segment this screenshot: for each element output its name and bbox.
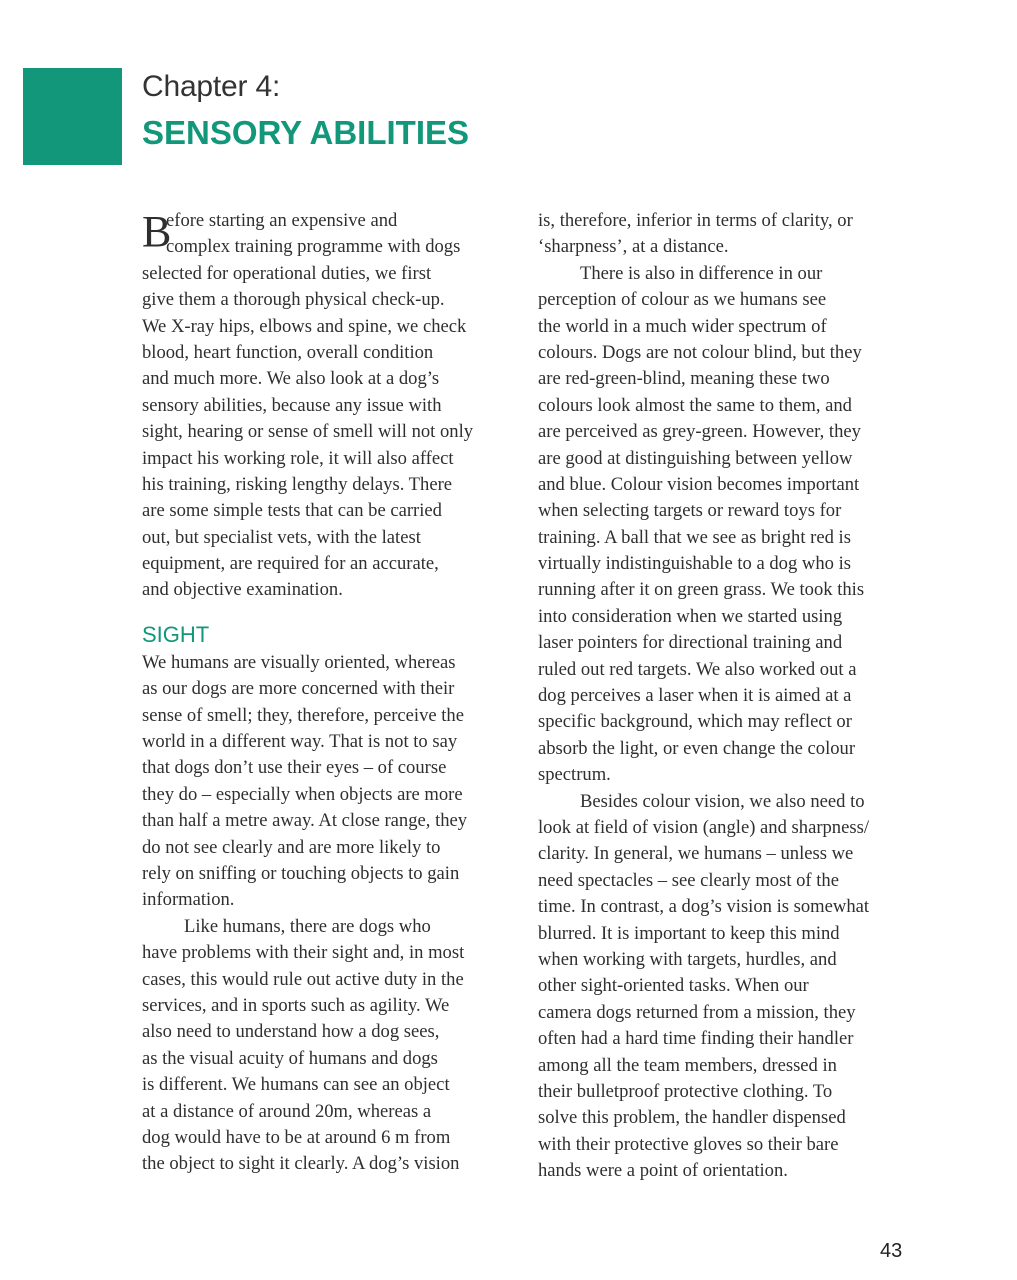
- drop-cap: B: [142, 207, 172, 256]
- text-line: hands were a point of orientation.: [538, 1160, 788, 1182]
- text-line: services, and in sports such as agility. We: [142, 994, 450, 1016]
- text-line: are good at distinguishing between yellow: [538, 447, 853, 469]
- text-line: give them a thorough physical check-up.: [142, 289, 445, 311]
- sight-paragraph-1: [142, 650, 514, 914]
- text-line: have problems with their sight and, in most: [142, 942, 465, 964]
- text-line: equipment, are required for an accurate,: [142, 553, 439, 575]
- text-line: blurred. It is important to keep this mind: [538, 922, 840, 944]
- text-line: are some simple tests that can be carried: [142, 500, 442, 522]
- text-line: is, therefore, inferior in terms of clarity, or: [538, 210, 853, 231]
- text-line: spectrum.: [538, 764, 611, 786]
- text-line: as our dogs are more concerned with their: [142, 678, 455, 700]
- text-line: ‘sharpness’, at a distance.: [538, 236, 729, 258]
- text-line: the world in a much wider spectrum of: [538, 315, 827, 337]
- text-line: rely on sniffing or touching objects to gain: [142, 862, 460, 884]
- text-line: out, but specialist vets, with the latest: [142, 526, 421, 548]
- chapter-title: SENSORY ABILITIES: [142, 114, 470, 151]
- text-line: world in a different way. That is not to say: [142, 731, 458, 753]
- text-line: laser pointers for directional training and: [538, 632, 843, 654]
- text-line: camera dogs returned from a mission, they: [538, 1001, 856, 1023]
- text-line: efore starting an expensive and: [166, 210, 398, 231]
- text-line: We X-ray hips, elbows and spine, we check: [142, 315, 467, 337]
- text-line: virtually indistinguishable to a dog who is: [538, 553, 851, 575]
- text-line: impact his working role, it will also affect: [142, 447, 454, 469]
- text-line: they do – especially when objects are more: [142, 783, 463, 805]
- text-line: colours. Dogs are not colour blind, but they: [538, 341, 862, 363]
- text-line: We humans are visually oriented, whereas: [142, 651, 456, 673]
- text-line: are perceived as grey-green. However, they: [538, 421, 861, 443]
- text-line: look at field of vision (angle) and sharpness/: [538, 816, 869, 838]
- text-line: and much more. We also look at a dog’s: [142, 368, 440, 390]
- text-line: clarity. In general, we humans – unless we: [538, 843, 854, 865]
- text-line: Besides colour vision, we also need to: [580, 790, 865, 812]
- text-line: when working with targets, hurdles, and: [538, 948, 837, 970]
- text-line: perception of colour as we humans see: [538, 289, 827, 311]
- text-line: sense of smell; they, therefore, perceive the: [142, 704, 464, 726]
- text-line: often had a hard time finding their handler: [538, 1028, 854, 1050]
- intro-paragraph-opening: [142, 208, 514, 261]
- text-line: with their protective gloves so their bare: [538, 1133, 839, 1155]
- text-line: at a distance of around 20m, whereas a: [142, 1100, 432, 1122]
- text-line: when selecting targets or reward toys for: [538, 500, 842, 522]
- text-line: running after it on green grass. We took this: [538, 579, 865, 601]
- chapter-color-block: [23, 68, 122, 165]
- right-column: [538, 208, 916, 1184]
- text-line: among all the team members, dressed in: [538, 1054, 837, 1076]
- text-line: sensory abilities, because any issue with: [142, 394, 442, 416]
- text-line: need spectacles – see clearly most of the: [538, 869, 839, 891]
- sight-paragraph-2: [142, 914, 514, 1178]
- text-line: dog would have to be at around 6 m from: [142, 1126, 451, 1148]
- chapter-label: Chapter 4:: [142, 70, 281, 103]
- text-line: their bulletproof protective clothing. To: [538, 1080, 833, 1102]
- field-of-vision-paragraph: [538, 789, 916, 1185]
- text-line: the object to sight it clearly. A dog’s vision: [142, 1153, 460, 1175]
- text-line: absorb the light, or even change the colour: [538, 737, 856, 759]
- colour-paragraph: [538, 261, 916, 789]
- text-line: as the visual acuity of humans and dogs: [142, 1047, 438, 1069]
- text-line: colours look almost the same to them, and: [538, 394, 852, 416]
- text-line: ruled out red targets. We also worked out a: [538, 658, 857, 680]
- text-line: also need to understand how a dog sees,: [142, 1021, 440, 1043]
- text-line: and blue. Colour vision becomes important: [538, 473, 860, 495]
- text-line: other sight-oriented tasks. When our: [538, 975, 809, 997]
- left-column: [142, 208, 514, 1178]
- text-line: There is also in difference in our: [580, 262, 823, 284]
- page-number: 43: [880, 1240, 903, 1262]
- text-line: do not see clearly and are more likely to: [142, 836, 441, 858]
- text-line: are red-green-blind, meaning these two: [538, 368, 830, 390]
- text-line: solve this problem, the handler dispensed: [538, 1107, 846, 1129]
- sight-paragraph-2-continued: [538, 208, 916, 261]
- text-line: complex training programme with dogs: [166, 236, 461, 258]
- text-line: training. A ball that we see as bright red is: [538, 526, 851, 548]
- text-line: selected for operational duties, we first: [142, 262, 432, 284]
- text-line: sight, hearing or sense of smell will not only: [142, 421, 474, 443]
- text-line: into consideration when we started using: [538, 605, 843, 627]
- text-line: is different. We humans can see an object: [142, 1074, 450, 1096]
- text-line: that dogs don’t use their eyes – of course: [142, 757, 447, 779]
- text-line: information.: [142, 889, 235, 911]
- intro-paragraph: [142, 261, 514, 604]
- text-line: Like humans, there are dogs who: [184, 915, 431, 937]
- text-line: time. In contrast, a dog’s vision is somewhat: [538, 896, 870, 918]
- text-line: blood, heart function, overall condition: [142, 341, 434, 363]
- text-line: and objective examination.: [142, 579, 343, 601]
- text-line: than half a metre away. At close range, they: [142, 810, 468, 832]
- text-line: cases, this would rule out active duty in the: [142, 968, 464, 990]
- text-line: dog perceives a laser when it is aimed at a: [538, 685, 852, 707]
- text-line: specific background, which may reflect or: [538, 711, 852, 733]
- section-heading-sight: SIGHT: [142, 621, 210, 647]
- text-line: his training, risking lengthy delays. There: [142, 473, 453, 495]
